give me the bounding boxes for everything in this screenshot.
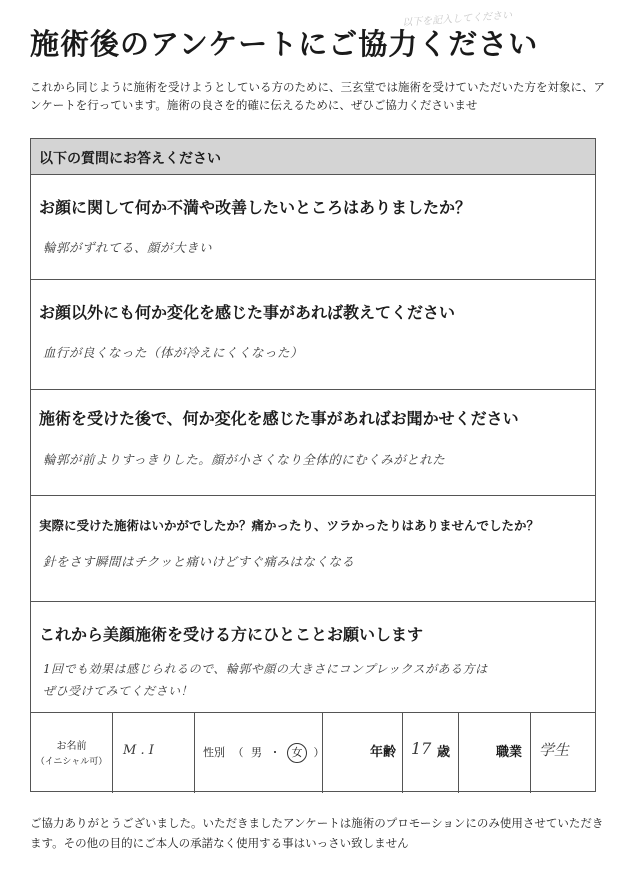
answer-text-line-1[interactable]: 1回でも効果は感じられるので、輪郭や顔の大きさにコンプレックスがある方は (43, 662, 488, 676)
age-label-cell (323, 713, 403, 793)
name-value-cell[interactable] (113, 713, 195, 793)
age-unit: 歳 (437, 745, 451, 760)
survey-form (30, 138, 596, 792)
answer-text[interactable]: 針をさす瞬間はチクッと痛いけどすぐ痛みはなくなる (43, 554, 355, 569)
intro-text: これから同じように施術を受けようとしている方のために、三玄堂では施術を受けていただいた方を対象に、アンケートを行っています。施術の良さを的確に伝えるために、ぜひご協力くださいませ (30, 80, 605, 112)
question-5 (31, 602, 595, 713)
question-1 (31, 175, 595, 280)
job-label: 職業 (495, 745, 522, 760)
faint-stamp: 以下を記入してください (401, 10, 513, 29)
age-value: 17 (411, 739, 432, 758)
gender-option-male[interactable]: 男 (251, 746, 262, 759)
footer-note: ご協力ありがとうございました。いただきましたアンケートは施術のプロモーションにのみ使用させていただきます。その他の目的にご本人の承諾なく使用する事はいっさい致しません (30, 816, 604, 850)
gender-label: 性別 (203, 746, 225, 759)
gender-separator: ・ (269, 746, 281, 759)
name-sublabel: （イニシャル可） (35, 757, 108, 767)
page-title: 施術後のアンケートにご協力ください (30, 27, 539, 61)
question-label: 施術を受けた後で、何か変化を感じた事があればお聞かせください (39, 409, 519, 428)
question-3 (31, 390, 595, 496)
age-value-cell[interactable] (403, 713, 459, 793)
gender-close: ） (313, 746, 325, 759)
question-label: お顔以外にも何か変化を感じた事があれば教えてください (39, 303, 456, 322)
gender-option-female-selected[interactable]: 女 (287, 743, 307, 763)
question-2 (31, 280, 595, 390)
job-label-cell (459, 713, 531, 793)
question-label: これから美顔施術を受ける方にひとことお願いします (39, 625, 424, 644)
name-label-cell (31, 713, 113, 793)
answer-text[interactable]: 輪郭がずれてる、顔が大きい (43, 240, 213, 255)
gender-cell[interactable] (195, 713, 323, 793)
name-value: M . I (123, 743, 154, 758)
job-value-cell[interactable] (531, 713, 597, 793)
answer-text[interactable]: 輪郭が前よりすっきりした。顔が小さくなり全体的にむくみがとれた (43, 452, 446, 467)
respondent-info-row (31, 713, 595, 793)
age-label: 年齢 (369, 745, 396, 760)
gender-open: （ (232, 746, 244, 759)
section-header: 以下の質問にお答えください (31, 139, 595, 175)
question-4 (31, 496, 595, 602)
job-value: 学生 (539, 741, 570, 759)
question-label: 実際に受けた施術はいかがでしたか？痛かったり、ツラかったりはありませんでしたか？ (39, 518, 540, 533)
name-label: お名前 (56, 741, 87, 752)
answer-text-line-2[interactable]: ぜひ受けてみてください！ (43, 684, 194, 698)
question-label: お顔に関して何か不満や改善したいところはありましたか？ (39, 198, 472, 217)
answer-text[interactable]: 血行が良くなった（体が冷えにくくなった） (43, 345, 304, 360)
gender-field (203, 743, 325, 763)
